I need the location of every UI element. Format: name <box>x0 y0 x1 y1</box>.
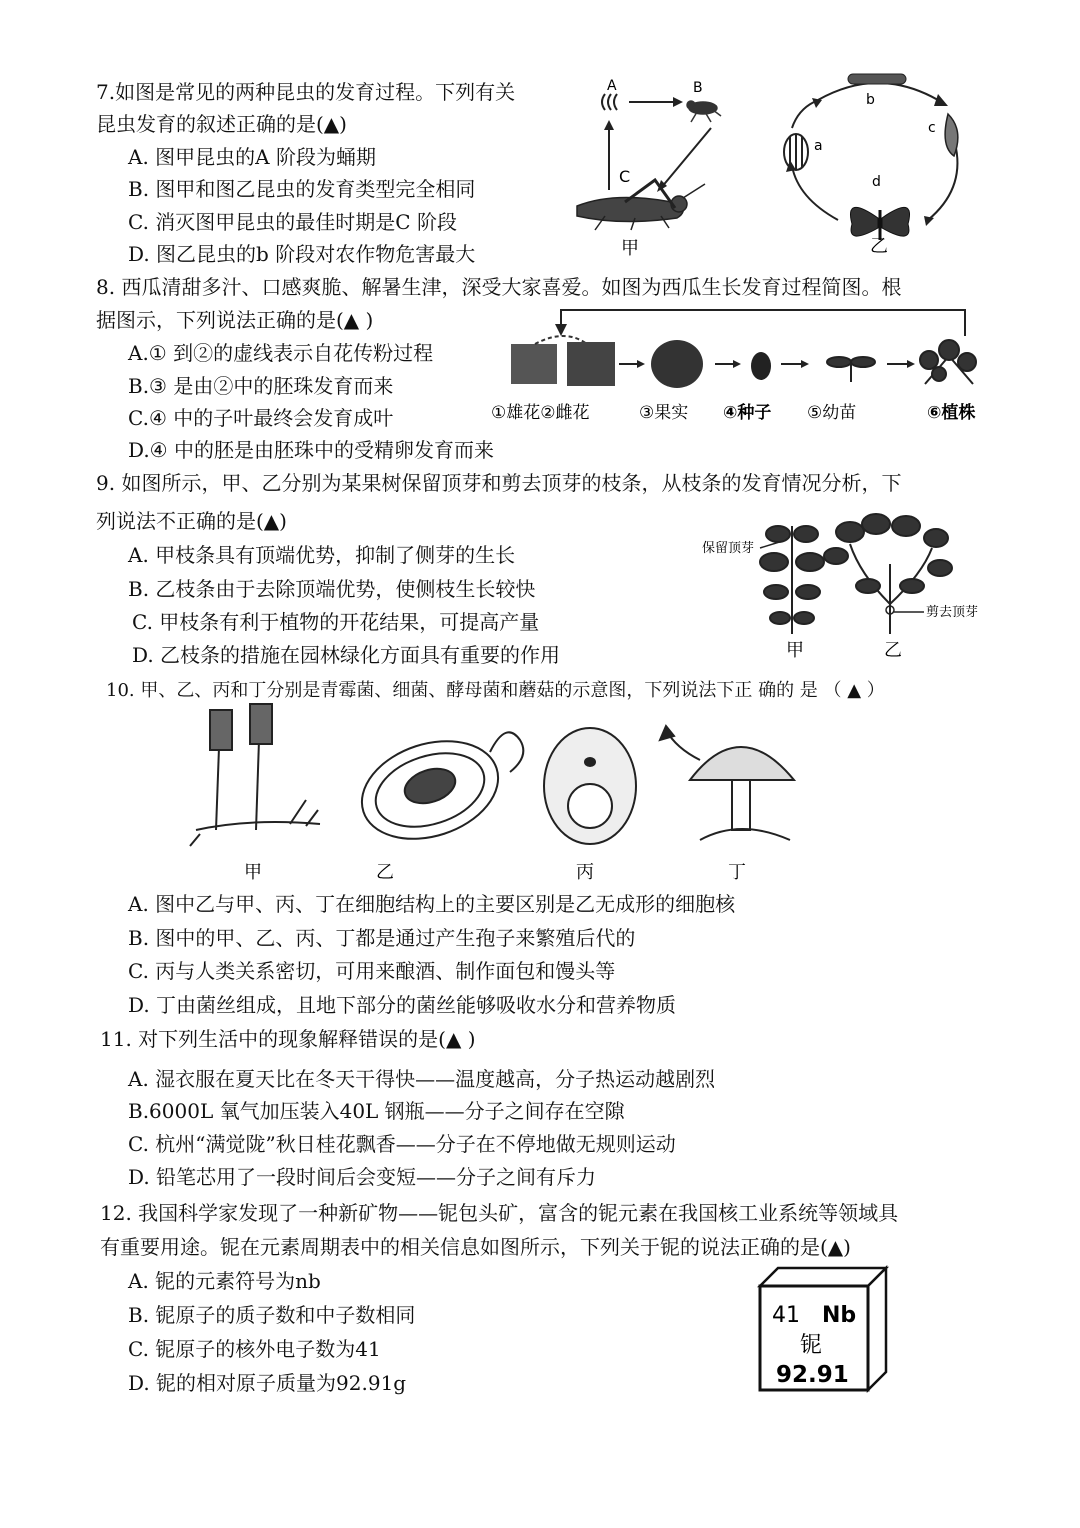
q12-option-a: A. 铌的元素符号为nb <box>128 1269 321 1293</box>
element-name: 铌 <box>800 1333 823 1358</box>
q7-label-yi-d: d <box>872 174 881 190</box>
fruit-image <box>651 340 703 388</box>
q9-caption-jia: 甲 <box>786 640 804 661</box>
egg-icon <box>602 94 617 110</box>
q12-element-card <box>756 1264 892 1396</box>
q8-stem-line1: 8. 西瓜清甜多汁、口感爽脆、解暑生津，深受大家喜爱。如图为西瓜生长发育过程简图。根 <box>96 275 902 299</box>
mushroom-icon <box>660 726 794 840</box>
q7-figure-yi <box>778 70 978 260</box>
element-mass: 92.91 <box>776 1362 849 1388</box>
q8-option-a: A.① 到②的虚线表示自花传粉过程 <box>128 341 434 365</box>
q8-label-seed: ④种子 <box>723 403 772 423</box>
q7-label-yi-a: a <box>814 138 823 154</box>
q11-option-c: C. 杭州“满觉陇”秋日桂花飘香——分子在不停地做无规则运动 <box>128 1132 676 1156</box>
q8-label-fruit: ③果实 <box>639 403 689 423</box>
q7-option-d: D. 图乙昆虫的b 阶段对农作物危害最大 <box>128 242 476 266</box>
q9-stem-line2: 列说法不正确的是(▲) <box>96 509 287 533</box>
q7-stem-line2: 昆虫发育的叙述正确的是(▲) <box>96 112 347 136</box>
q9-label-cut-bud: 剪去顶芽 <box>926 605 979 620</box>
q10-caption-yi: 乙 <box>376 862 394 883</box>
seed-image <box>751 352 771 380</box>
penicillium-icon <box>190 704 320 846</box>
q12-stem-line2: 有重要用途。铌在元素周期表中的相关信息如图所示，下列关于铌的说法正确的是(▲) <box>100 1235 851 1259</box>
nymph-icon <box>687 101 721 122</box>
q10-option-d: D. 丁由菌丝组成，且地下部分的菌丝能够吸收水分和营养物质 <box>128 993 677 1017</box>
q9-option-b: B. 乙枝条由于去除顶端优势，使侧枝生长较快 <box>128 577 536 601</box>
q10-caption-ding: 丁 <box>728 862 746 883</box>
q11-option-b: B.6000L 氧气加压装入40L 钢瓶——分子之间存在空隙 <box>128 1099 625 1123</box>
pupa-icon <box>945 114 958 156</box>
q7-label-yi-b: b <box>866 92 875 108</box>
q10-figure-microbes <box>180 700 820 890</box>
q9-stem-line1: 9. 如图所示，甲、乙分别为某果树保留顶芽和剪去顶芽的枝条，从枝条的发育情况分析，下 <box>96 471 902 495</box>
seedling-image <box>827 357 875 382</box>
q7-label-yi-c: c <box>928 120 936 136</box>
q10-caption-jia: 甲 <box>244 862 262 883</box>
q8-stem-line2: 据图示，下列说法正确的是(▲ ) <box>96 308 374 332</box>
q7-label-a: A <box>607 78 617 94</box>
q11-option-d: D. 铅笔芯用了一段时间后会变短——分子之间有斥力 <box>128 1165 597 1189</box>
q7-caption-yi: 乙 <box>870 236 888 257</box>
element-number: 41 <box>772 1303 800 1328</box>
male-flower-image <box>511 344 557 384</box>
q12-option-d: D. 铌的相对原子质量为92.91g <box>128 1371 407 1395</box>
branch-jia-icon <box>760 526 824 634</box>
q12-option-b: B. 铌原子的质子数和中子数相同 <box>128 1303 416 1327</box>
q12-option-c: C. 铌原子的核外电子数为41 <box>128 1337 381 1361</box>
q7-figure-jia <box>565 72 755 262</box>
q10-stem: 10. 甲、乙、丙和丁分别是青霉菌、细菌、酵母菌和蘑菇的示意图，下列说法下正 确的 是 （ ▲ ） <box>106 680 885 701</box>
egg-striped-icon <box>784 134 808 170</box>
q8-option-c: C.④ 中的子叶最终会发育成叶 <box>128 406 394 430</box>
q7-option-a: A. 图甲昆虫的A 阶段为蛹期 <box>128 145 376 169</box>
q8-label-plant: ⑥植株 <box>927 403 976 423</box>
q7-label-c: C <box>619 167 631 186</box>
q8-label-flowers: ①雄花②雌花 <box>491 403 590 423</box>
q9-label-keep-bud: 保留顶芽 <box>702 541 755 556</box>
q10-caption-bing: 丙 <box>576 862 594 883</box>
q7-stem-line1: 7.如图是常见的两种昆虫的发育过程。下列有关 <box>96 80 516 104</box>
caterpillar-icon <box>848 74 906 84</box>
q7-caption-jia: 甲 <box>621 238 639 259</box>
q10-option-a: A. 图中乙与甲、丙、丁在细胞结构上的主要区别是乙无成形的细胞核 <box>128 892 736 916</box>
q11-stem: 11. 对下列生活中的现象解释错误的是(▲ ) <box>100 1027 476 1051</box>
q7-option-b: B. 图甲和图乙昆虫的发育类型完全相同 <box>128 177 476 201</box>
q9-option-c: C. 甲枝条有利于植物的开花结果，可提高产量 <box>132 610 540 634</box>
q8-option-d: D.④ 中的胚是由胚珠中的受精卵发育而来 <box>128 438 494 462</box>
bacterium-icon <box>349 725 523 856</box>
yeast-icon <box>544 728 636 844</box>
q9-figure-branches <box>700 504 990 664</box>
q7-option-c: C. 消灭图甲昆虫的最佳时期是C 阶段 <box>128 210 457 234</box>
q12-stem-line1: 12. 我国科学家发现了一种新矿物——铌包头矿，富含的铌元素在我国核工业系统等领域具 <box>100 1201 899 1225</box>
q11-option-a: A. 湿衣服在夏天比在冬天干得快——温度越高，分子热运动越剧烈 <box>128 1067 716 1091</box>
q9-caption-yi: 乙 <box>884 640 902 661</box>
q10-option-c: C. 丙与人类关系密切，可用来酿酒、制作面包和馒头等 <box>128 959 616 983</box>
q8-label-seedling: ⑤幼苗 <box>807 403 857 423</box>
q8-figure-watermelon <box>491 300 995 430</box>
q7-label-b: B <box>693 80 703 96</box>
q9-option-a: A. 甲枝条具有顶端优势，抑制了侧芽的生长 <box>128 543 516 567</box>
q9-option-d: D. 乙枝条的措施在园林绿化方面具有重要的作用 <box>132 643 561 667</box>
q8-option-b: B.③ 是由②中的胚珠发育而来 <box>128 374 394 398</box>
plant-image <box>920 340 976 384</box>
female-flower-image <box>567 342 615 386</box>
grasshopper-icon <box>577 180 705 230</box>
q10-option-b: B. 图中的甲、乙、丙、丁都是通过产生孢子来繁殖后代的 <box>128 926 636 950</box>
element-symbol: Nb <box>822 1303 857 1328</box>
